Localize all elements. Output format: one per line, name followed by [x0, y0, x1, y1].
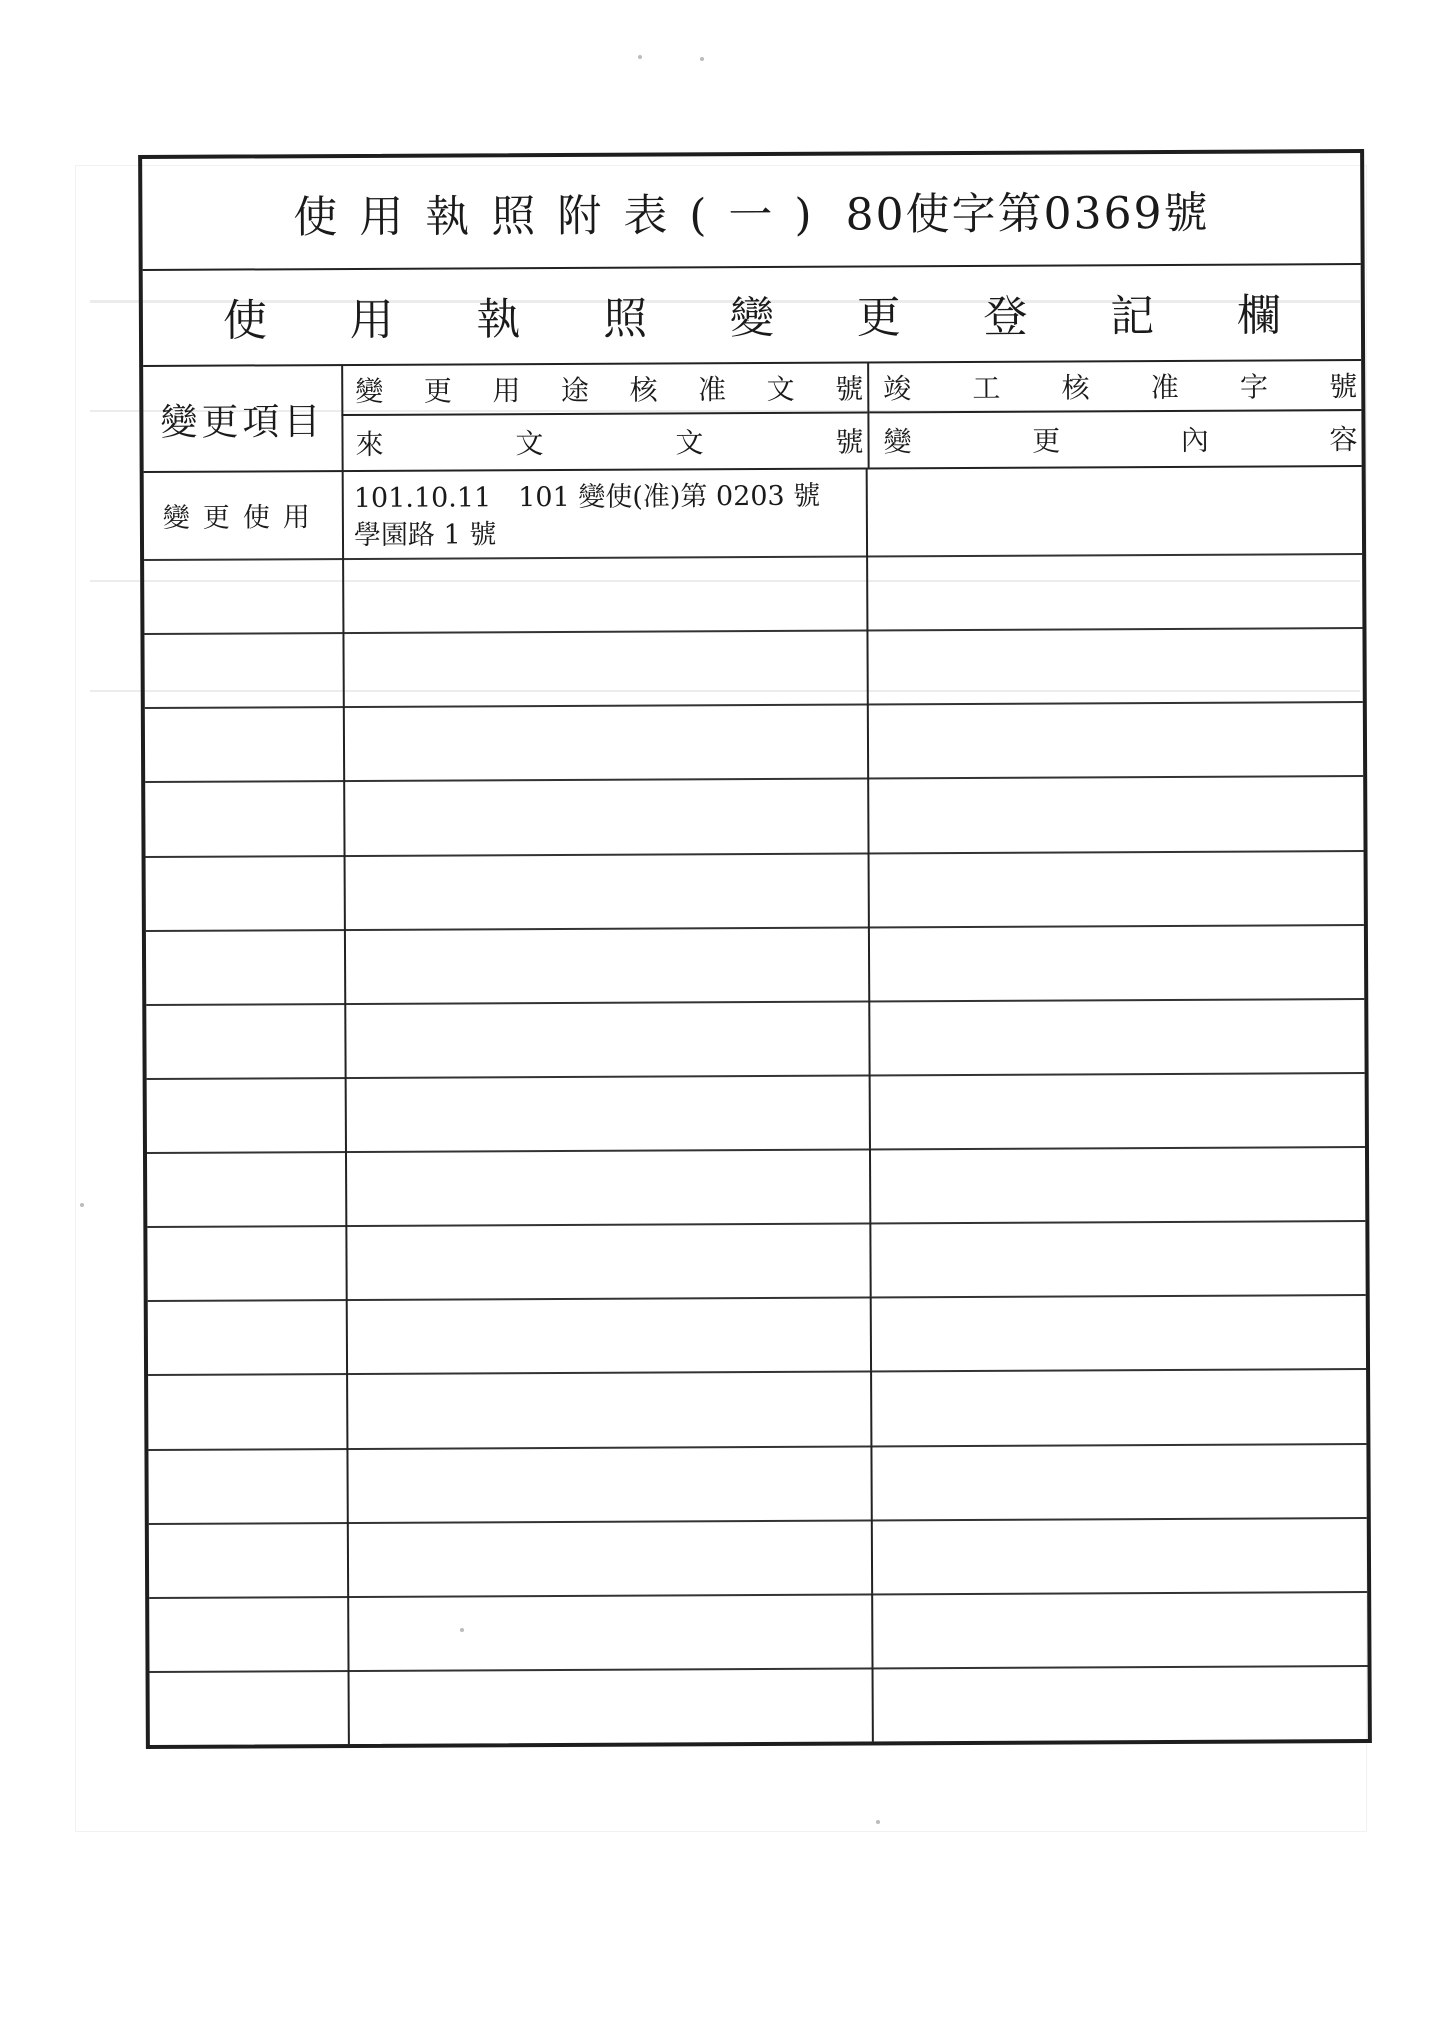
address-line: [355, 788, 855, 790]
header-char: 文: [675, 426, 704, 460]
change-item-cell: [147, 1151, 347, 1226]
change-item-cell: [146, 929, 346, 1004]
doc-number-cell: [348, 1667, 874, 1744]
section-title-char: 照: [603, 293, 648, 345]
change-content-cell: [873, 1220, 1365, 1297]
section-title-char: 用: [349, 294, 394, 346]
scan-speck: [876, 1820, 880, 1824]
doc-number-cell: [344, 926, 870, 1003]
header-char: 核: [629, 373, 658, 407]
table-row: [146, 998, 1364, 1080]
doc-number-cell: [345, 1223, 871, 1300]
change-content-cell: [870, 465, 1362, 555]
address-line: [356, 936, 856, 938]
header-char: 竣: [883, 372, 912, 406]
section-title-char: 使: [222, 295, 268, 347]
header-char: 文: [766, 372, 795, 406]
license-attachment-form: [138, 149, 1372, 1749]
doc-number-line: [356, 936, 856, 938]
table-row: [145, 775, 1363, 857]
table-row: [146, 850, 1364, 932]
header-char: 號: [835, 425, 864, 459]
header-char: 號: [835, 372, 864, 406]
table-row: [144, 465, 1362, 561]
address-line: [357, 1084, 857, 1086]
section-title-char: 更: [856, 292, 901, 344]
address-line: [359, 1603, 859, 1605]
doc-number-cell: [346, 1371, 872, 1448]
doc-number-line: [354, 640, 854, 642]
change-item-cell: [146, 854, 346, 929]
table-row: [147, 1146, 1365, 1228]
doc-number-cell: [347, 1519, 873, 1596]
doc-number-cell: [342, 630, 868, 707]
change-item-cell: [148, 1299, 348, 1374]
scan-speck: [700, 57, 704, 61]
header-char: 容: [1329, 423, 1358, 457]
table-row: [148, 1294, 1366, 1376]
doc-number-line: [357, 1159, 857, 1161]
header-completion-no: [869, 361, 1361, 413]
header-char: 准: [1150, 370, 1179, 405]
table-row: [149, 1517, 1367, 1599]
change-item-cell: [149, 1596, 349, 1671]
change-content-cell: [871, 775, 1363, 852]
doc-number-line: [355, 788, 855, 790]
header-incoming-doc-no: [341, 415, 867, 468]
header-char: 更: [423, 374, 452, 408]
header-char: 內: [1180, 423, 1209, 457]
header-char: 文: [515, 427, 544, 461]
change-item-cell: [150, 1670, 350, 1745]
section-title-char: 記: [1110, 291, 1155, 343]
header-char: 工: [972, 371, 1001, 405]
change-item-cell: [146, 1003, 346, 1078]
address-line: [358, 1307, 858, 1309]
doc-number-cell: [345, 1074, 871, 1151]
doc-number-cell: [343, 704, 869, 781]
change-item-cell: [148, 1373, 348, 1448]
doc-number-line: [359, 1529, 859, 1531]
header-change-content: [869, 413, 1361, 465]
doc-number-cell: [345, 1148, 871, 1225]
doc-number-line: [355, 714, 855, 716]
header-char: 變: [883, 425, 912, 459]
section-title: [143, 263, 1361, 367]
table-row: [148, 1368, 1366, 1450]
doc-number-line: [357, 1233, 857, 1235]
doc-number-cell: [344, 1000, 870, 1077]
change-content-cell: [875, 1517, 1367, 1594]
header-char: 用: [492, 374, 521, 408]
table-row: [146, 924, 1364, 1006]
address-line: [354, 566, 854, 568]
header-char: 號: [1329, 370, 1358, 404]
change-content-cell: [873, 1146, 1365, 1223]
change-content-cell: [870, 627, 1362, 704]
change-item-cell: [144, 558, 344, 633]
change-item-cell: [147, 1077, 347, 1152]
doc-number-cell: [346, 1445, 872, 1522]
address-line: [359, 1529, 859, 1531]
address-line: [355, 714, 855, 716]
header-char: 字: [1239, 370, 1269, 404]
change-content-cell: [874, 1294, 1366, 1371]
doc-number-line: [359, 1603, 859, 1605]
table-row: [144, 553, 1362, 635]
table-body: [144, 465, 1368, 1745]
doc-number-line: [358, 1307, 858, 1309]
doc-number-cell: [347, 1593, 873, 1670]
doc-number-cell: [346, 1297, 872, 1374]
table-row: [147, 1072, 1365, 1154]
header-change-item: 變更項目: [143, 366, 344, 471]
section-title-char: 執: [476, 294, 521, 346]
doc-number-cell: [344, 852, 870, 929]
change-content-cell: [872, 924, 1364, 1001]
change-content-cell: [872, 998, 1364, 1075]
doc-number-line: [358, 1381, 858, 1383]
section-title-char: 變: [729, 292, 775, 345]
doc-number-line: [356, 862, 856, 864]
change-content-cell: [872, 850, 1364, 927]
change-content-cell: [874, 1368, 1366, 1445]
change-item-cell: [144, 632, 344, 707]
table-row: [145, 701, 1363, 783]
table-row: [150, 1665, 1368, 1745]
doc-number-line: [356, 1010, 856, 1012]
change-item-cell: [148, 1447, 348, 1522]
doc-number-line: [357, 1084, 857, 1086]
doc-number-cell: [342, 555, 868, 632]
table-row: [149, 1591, 1367, 1673]
change-item-cell: [147, 1225, 347, 1300]
address-line: [357, 1233, 857, 1235]
doc-number-cell: [343, 778, 869, 855]
section-title-char: 登: [983, 291, 1028, 343]
section-title-char: 欄: [1236, 290, 1282, 342]
doc-number-line: [360, 1677, 860, 1679]
address-line: [358, 1455, 858, 1457]
doc-number-line: [358, 1455, 858, 1457]
license-number: 80使字第0369號: [845, 187, 1210, 241]
change-content-cell: [870, 553, 1362, 630]
header-char: 來: [355, 427, 384, 461]
address-line: [357, 1159, 857, 1161]
form-title: 使用執照附表(一): [293, 189, 834, 244]
change-content-cell: [875, 1591, 1367, 1668]
header-char: 途: [560, 373, 590, 407]
scan-speck: [638, 55, 642, 59]
address-line: [354, 640, 854, 642]
table-row: [148, 1443, 1366, 1525]
table-row: [144, 627, 1362, 709]
header-char: 更: [1032, 424, 1061, 458]
change-item-cell: [145, 780, 345, 855]
header-approval-doc-no: [341, 363, 867, 416]
address-line: 學園路 1 號: [353, 519, 497, 551]
table-row: [147, 1220, 1365, 1302]
doc-number-line: 101.10.11 101 變使(准)第 0203 號: [353, 480, 821, 514]
header-char: 變: [355, 374, 384, 408]
address-line: [356, 1010, 856, 1012]
doc-number-line: [354, 566, 854, 568]
address-line: [358, 1381, 858, 1383]
scan-speck: [80, 1203, 84, 1207]
change-item-cell: [149, 1522, 349, 1597]
change-item-cell: 變更使用: [144, 470, 344, 559]
doc-number-cell: [342, 467, 868, 558]
header-char: 准: [697, 373, 727, 407]
address-line: [360, 1677, 860, 1679]
change-content-cell: [874, 1443, 1366, 1520]
change-content-cell: [876, 1665, 1368, 1742]
change-item-cell: [145, 706, 345, 781]
change-content-cell: [871, 701, 1363, 778]
change-content-cell: [873, 1072, 1365, 1149]
form-title-bar: [142, 153, 1361, 271]
table-header: [143, 361, 1362, 473]
address-line: [356, 862, 856, 864]
header-char: 核: [1061, 371, 1090, 405]
